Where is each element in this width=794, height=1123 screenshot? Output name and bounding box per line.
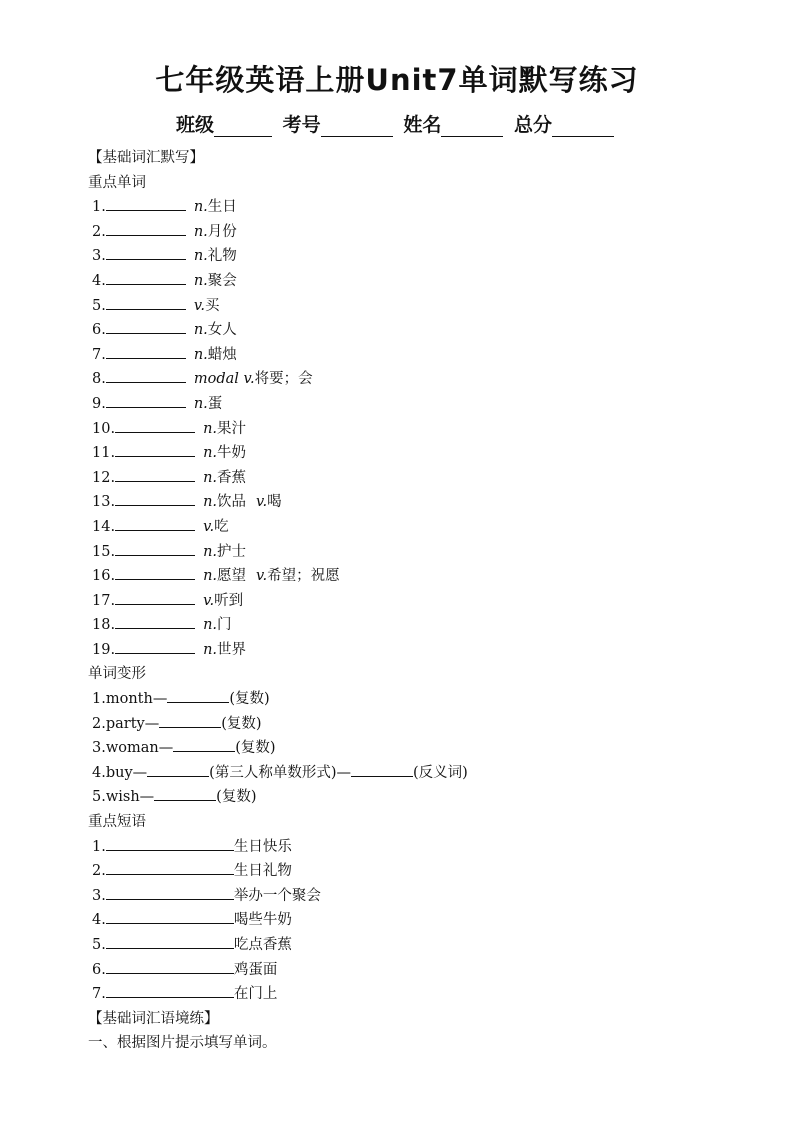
forms-list (88, 687, 768, 810)
word-row (88, 392, 768, 417)
section2-header: 【基础词汇语境练】 (88, 1010, 219, 1027)
word-part-of-speech: n. (203, 617, 218, 634)
word-meaning: 蜡烛 (207, 346, 237, 363)
word-row (88, 220, 768, 245)
word-meaning: 果汁 (217, 420, 247, 437)
phrase-answer-blank[interactable] (106, 836, 234, 851)
word-part-of-speech: n. (203, 494, 218, 511)
class-blank[interactable] (214, 116, 272, 137)
word-meaning: 月份 (207, 223, 237, 240)
word-row (88, 638, 768, 663)
word-form-blank[interactable] (147, 762, 209, 777)
word-answer-blank[interactable] (106, 344, 186, 359)
word-row (88, 244, 768, 269)
word-part-of-speech: n. (193, 395, 208, 412)
worksheet-content (88, 146, 768, 1056)
phrase-number: 1. (92, 838, 106, 855)
word-row (88, 318, 768, 343)
word-number: 8. (92, 371, 106, 388)
word-part-of-speech: n. (203, 469, 218, 486)
phrase-number: 7. (92, 986, 106, 1003)
score-label: 总分 (513, 114, 552, 136)
word-answer-blank[interactable] (115, 418, 195, 433)
word-part-of-speech: modal v. (193, 371, 255, 388)
word-meaning: 买 (204, 297, 220, 314)
word-answer-blank[interactable] (106, 270, 186, 285)
word-part-of-speech: n. (193, 248, 208, 265)
word-form-hint-2: (反义词) (412, 764, 468, 781)
phrase-meaning: 举办一个聚会 (233, 887, 321, 904)
phrase-row (88, 933, 768, 958)
phrase-meaning: 鸡蛋面 (233, 961, 278, 978)
word-form-hint: (复数) (221, 715, 262, 732)
section1-header: 【基础词汇默写】 (88, 150, 204, 166)
word-form-row (88, 761, 768, 786)
phrase-number: 3. (92, 887, 106, 904)
word-number: 17. (92, 592, 116, 609)
phrase-row (88, 835, 768, 860)
word-part-of-speech: n. (193, 223, 208, 240)
phrase-number: 4. (92, 912, 106, 929)
word-row (88, 490, 768, 515)
word-number: 4. (92, 272, 106, 289)
word-part-of-speech: n. (203, 445, 218, 462)
word-number: 1. (92, 199, 106, 216)
word-meaning: 香蕉 (217, 469, 247, 486)
word-answer-blank[interactable] (115, 639, 195, 654)
phrase-row (88, 908, 768, 933)
class-label: 班级 (176, 114, 215, 136)
student-info-row (0, 110, 794, 137)
word-meaning: 愿望 (217, 568, 247, 585)
word-number: 10. (92, 420, 116, 437)
word-number: 18. (92, 617, 116, 634)
phrase-answer-blank[interactable] (106, 959, 234, 974)
phrase-row (88, 884, 768, 909)
word-meaning: 牛奶 (217, 445, 247, 462)
score-blank[interactable] (552, 116, 614, 137)
phrase-answer-blank[interactable] (106, 934, 234, 949)
phrase-number: 5. (92, 937, 106, 953)
word-row (88, 589, 768, 614)
word-meaning: 蛋 (207, 395, 223, 412)
phrase-meaning: 在门上 (233, 986, 278, 1003)
exam-number-label: 考号 (282, 114, 321, 136)
word-part-of-speech: v. (203, 592, 215, 609)
word-answer-blank[interactable] (115, 516, 195, 531)
word-part-of-speech-2: v. (256, 494, 268, 511)
name-label: 姓名 (403, 114, 442, 136)
word-form-prompt: 3.woman— (92, 740, 174, 757)
word-part-of-speech: n. (193, 346, 208, 363)
word-answer-blank[interactable] (115, 541, 195, 556)
word-form-blank[interactable] (159, 713, 221, 728)
exam-number-blank[interactable] (321, 116, 393, 137)
phrase-meaning: 喝些牛奶 (233, 912, 292, 929)
word-part-of-speech: n. (193, 272, 208, 289)
word-meaning: 礼物 (207, 248, 237, 265)
word-form-prompt: 1.month— (92, 691, 168, 708)
word-meaning: 将要；会 (254, 371, 313, 388)
word-row (88, 269, 768, 294)
word-meaning: 护士 (217, 543, 247, 560)
word-part-of-speech: v. (193, 297, 205, 314)
word-row (88, 195, 768, 220)
word-meaning: 吃 (214, 518, 229, 535)
word-part-of-speech: v. (203, 518, 215, 535)
phrases-list (88, 835, 768, 1007)
page-title: 七年级英语上册Unit7单词默写练习 (155, 63, 639, 97)
word-number: 12. (92, 469, 116, 486)
word-meaning-2: 希望；祝愿 (267, 568, 340, 585)
word-answer-blank[interactable] (106, 368, 186, 383)
word-answer-blank[interactable] (106, 196, 186, 211)
word-meaning: 世界 (217, 641, 247, 658)
word-number: 19. (92, 641, 116, 658)
word-row (88, 343, 768, 368)
word-row (88, 294, 768, 319)
word-answer-blank[interactable] (115, 565, 195, 580)
word-part-of-speech: n. (203, 420, 218, 437)
word-form-hint: (复数) (229, 691, 270, 708)
phrase-row (88, 982, 768, 1007)
word-row (88, 564, 768, 589)
name-blank[interactable] (441, 116, 503, 137)
word-number: 3. (92, 248, 106, 265)
word-answer-blank[interactable] (115, 614, 195, 629)
word-row (88, 466, 768, 491)
word-row (88, 540, 768, 565)
phrase-meaning: 生日礼物 (233, 863, 292, 880)
word-part-of-speech: n. (203, 543, 218, 560)
phrase-answer-blank[interactable] (106, 885, 234, 900)
word-form-prompt: 2.party— (92, 715, 160, 732)
word-form-blank[interactable] (173, 737, 235, 752)
section2-instruction: 一、根据图片提示填写单词。 (88, 1035, 277, 1052)
word-meaning-2: 喝 (267, 494, 282, 511)
word-form-blank-2[interactable] (351, 762, 413, 777)
word-meaning: 听到 (214, 592, 244, 609)
phrase-answer-blank[interactable] (106, 983, 234, 998)
word-row (88, 515, 768, 540)
phrase-meaning: 吃点香蕉 (233, 937, 292, 953)
phrases-header: 重点短语 (88, 814, 146, 831)
word-form-hint: (复数) (216, 789, 257, 806)
word-part-of-speech: n. (203, 641, 218, 658)
word-part-of-speech: n. (193, 199, 208, 216)
phrase-answer-blank[interactable] (106, 860, 234, 875)
word-number: 9. (92, 395, 106, 412)
word-number: 7. (92, 346, 106, 363)
word-form-prompt: 4.buy— (92, 764, 148, 781)
word-meaning: 门 (217, 617, 232, 634)
word-answer-blank[interactable] (106, 295, 186, 310)
word-form-row (88, 736, 768, 761)
word-form-blank[interactable] (154, 786, 216, 801)
word-part-of-speech-2: v. (256, 568, 268, 585)
word-answer-blank[interactable] (106, 393, 186, 408)
word-number: 15. (92, 543, 116, 560)
word-number: 14. (92, 518, 116, 535)
word-answer-blank[interactable] (115, 590, 195, 605)
word-row (88, 441, 768, 466)
word-form-hint: (复数) (235, 740, 276, 757)
phrase-number: 6. (92, 961, 106, 978)
word-meaning: 聚会 (207, 272, 237, 289)
word-row (88, 613, 768, 638)
word-answer-blank[interactable] (115, 491, 195, 506)
phrase-number: 2. (92, 863, 106, 880)
word-number: 5. (92, 297, 106, 314)
forms-header: 单词变形 (88, 666, 146, 683)
word-answer-blank[interactable] (106, 319, 186, 334)
word-number: 2. (92, 223, 106, 240)
word-answer-blank[interactable] (106, 245, 186, 260)
word-answer-blank[interactable] (115, 467, 195, 482)
phrase-row (88, 859, 768, 884)
word-meaning: 女人 (207, 322, 237, 339)
word-form-row (88, 712, 768, 737)
word-form-hint: (第三人称单数形式)— (209, 764, 351, 781)
words-list (88, 195, 768, 662)
phrase-meaning: 生日快乐 (233, 838, 292, 855)
word-number: 16. (92, 568, 116, 585)
phrase-row (88, 958, 768, 983)
word-number: 6. (92, 322, 106, 339)
word-part-of-speech: n. (203, 568, 218, 585)
word-number: 13. (92, 494, 116, 511)
word-answer-blank[interactable] (115, 442, 195, 457)
word-answer-blank[interactable] (106, 221, 186, 236)
word-part-of-speech: n. (193, 322, 208, 339)
word-form-row (88, 785, 768, 810)
words-header: 重点单词 (88, 174, 146, 191)
word-form-blank[interactable] (167, 688, 229, 703)
word-form-prompt: 5.wish— (92, 789, 155, 806)
word-form-row (88, 687, 768, 712)
word-meaning: 饮品 (217, 494, 247, 511)
phrase-answer-blank[interactable] (106, 909, 234, 924)
word-row (88, 417, 768, 442)
word-meaning: 生日 (207, 199, 237, 216)
word-number: 11. (92, 445, 116, 462)
word-row (88, 367, 768, 392)
